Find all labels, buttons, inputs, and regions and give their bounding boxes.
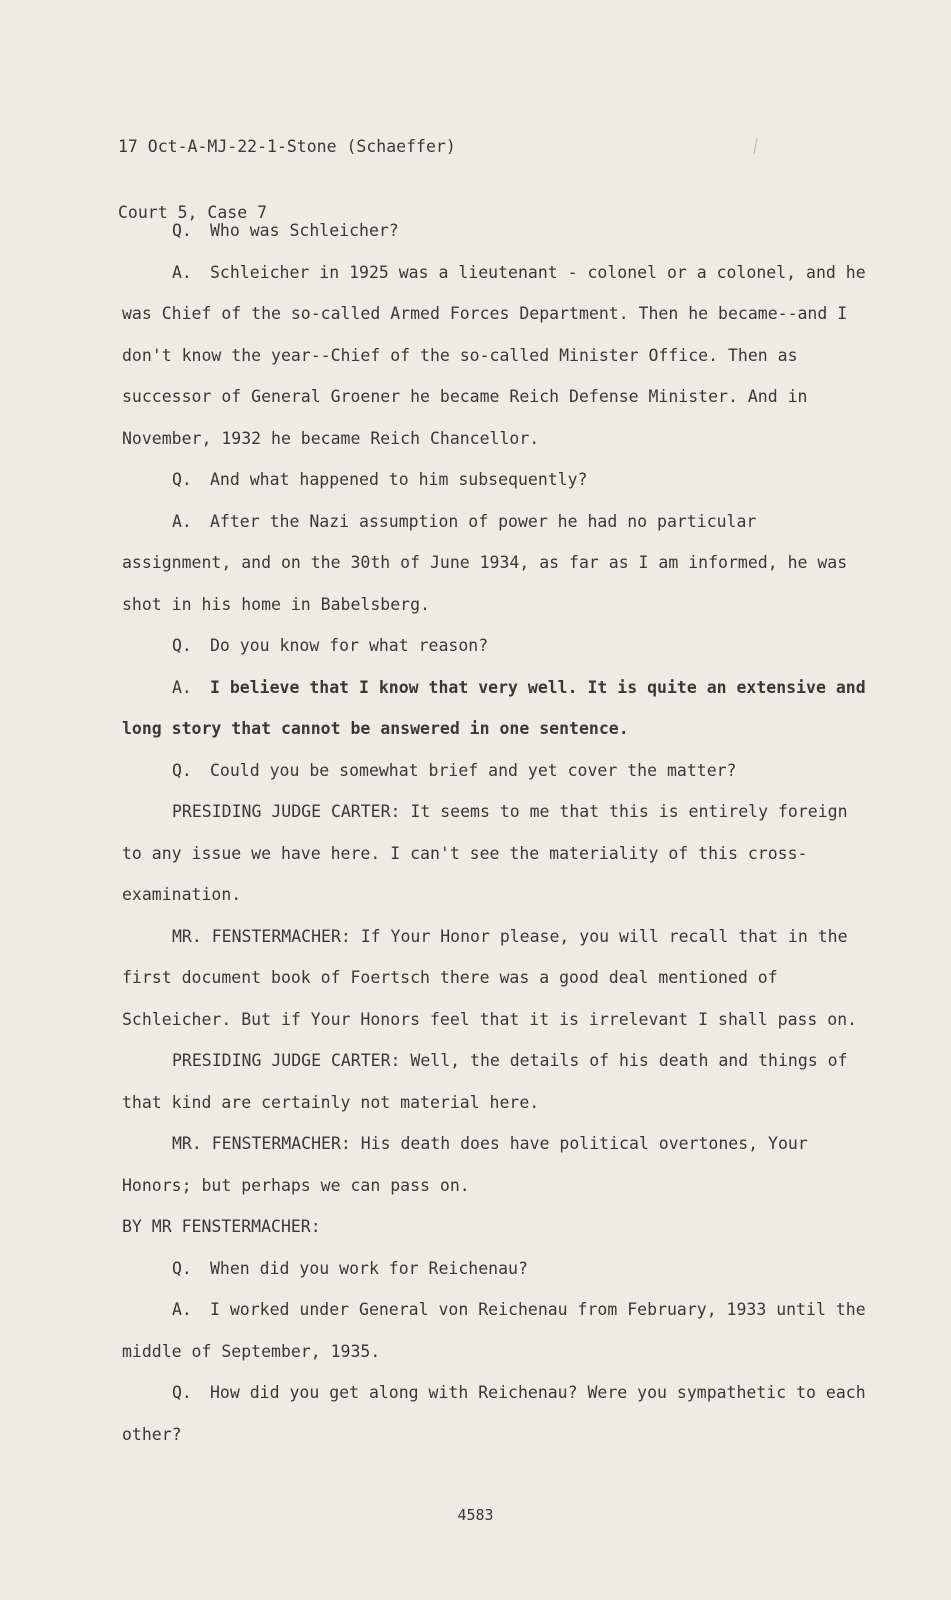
transcript-paragraph	[122, 750, 867, 792]
paragraph-text: I believe that I know that very well. It is quite an extensive and long story that cannot be answered in one sentence.	[122, 677, 866, 738]
transcript-paragraph	[122, 501, 867, 626]
header-line-reference: 17 Oct-A-MJ-22-1-Stone (Schaeffer)	[118, 137, 456, 156]
speaker-label: Q.	[172, 1383, 192, 1402]
speaker-label: A.	[172, 677, 192, 697]
margin-mark	[753, 138, 757, 154]
transcript-body	[122, 210, 867, 1455]
examination-byline: BY MR FENSTERMACHER:	[122, 1217, 321, 1236]
paragraph-text: And what happened to him subsequently?	[210, 470, 588, 489]
transcript-paragraph	[122, 1372, 867, 1455]
transcript-paragraph	[122, 916, 867, 1041]
speaker-label: Q.	[172, 221, 192, 240]
transcript-paragraph	[122, 1040, 867, 1123]
paragraph-text: PRESIDING JUDGE CARTER: It seems to me that this is entirely foreign to any issue we have here. I can't see the materiality of this cross-examination.	[122, 802, 848, 904]
transcript-paragraph	[122, 252, 867, 460]
transcript-paragraph	[122, 1123, 867, 1206]
speaker-label: A.	[172, 262, 192, 282]
paragraph-text: Do you know for what reason?	[210, 636, 489, 655]
paragraph-text: Schleicher in 1925 was a lieutenant - colonel or a colonel, and he was Chief of the so-called Armed Forces Department. Then he became--and I don't know the year--Chief of the so-called Minister Office. Then as successor of General Groener he became Reich Defense Minister. And in November, 1932 he became Reich Chancellor.	[122, 262, 866, 448]
header-line-court-case: Court 5, Case 7	[118, 203, 268, 222]
transcript-paragraph	[122, 667, 867, 750]
paragraph-text: I worked under General von Reichenau from February, 1933 until the middle of September, 1935.	[122, 1300, 866, 1361]
paragraph-text: Could you be somewhat brief and yet cover the matter?	[210, 760, 737, 780]
speaker-label: Q.	[172, 760, 192, 780]
transcript-paragraph	[122, 210, 867, 252]
paragraph-text: PRESIDING JUDGE CARTER: Well, the details of his death and things of that kind are certainly not material here.	[122, 1051, 848, 1112]
transcript-paragraph	[122, 625, 867, 667]
speaker-label: Q.	[172, 1258, 192, 1278]
paragraph-text: MR. FENSTERMACHER: His death does have political overtones, Your Honors; but perhaps we can pass on.	[122, 1134, 808, 1195]
transcript-paragraph	[122, 1289, 867, 1372]
speaker-label: A.	[172, 511, 192, 531]
paragraph-text: Who was Schleicher?	[210, 221, 399, 240]
page-number: 4583	[457, 1506, 494, 1524]
paragraph-text: After the Nazi assumption of power he had no particular assignment, and on the 30th of June 1934, as far as I am informed, he was shot in his home in Babelsberg.	[122, 511, 848, 614]
speaker-label: Q.	[172, 470, 192, 489]
speaker-label: Q.	[172, 636, 192, 655]
paragraph-text: How did you get along with Reichenau? Were you sympathetic to each other?	[122, 1383, 866, 1444]
paragraph-text: When did you work for Reichenau?	[210, 1258, 528, 1278]
speaker-label: A.	[172, 1300, 192, 1319]
transcript-paragraph	[122, 791, 867, 916]
transcript-paragraph	[122, 459, 867, 501]
transcript-paragraph	[122, 1248, 867, 1290]
paragraph-text: MR. FENSTERMACHER: If Your Honor please, you will recall that in the first document book of Foertsch there was a good deal mentioned of Schleicher. But if Your Honors feel that it is irrelevant I shall pass on.	[122, 926, 858, 1029]
